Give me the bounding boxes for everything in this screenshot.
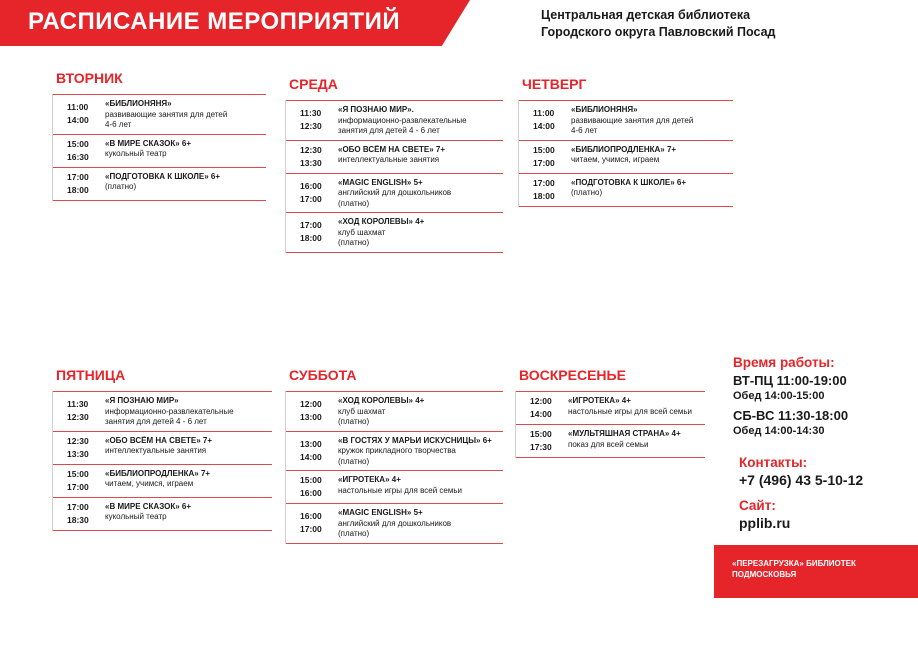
event-title: «ОБО ВСЁМ НА СВЕТЕ» 7+ xyxy=(105,435,213,445)
event-description xyxy=(105,171,266,197)
event-end-time: 14:00 xyxy=(533,121,555,132)
event-start-time: 11:30 xyxy=(300,108,322,119)
day-name: ЧЕТВЕРГ xyxy=(522,76,587,92)
event-start-time: 17:00 xyxy=(533,177,555,188)
event-times xyxy=(53,138,105,164)
event-start-time: 17:00 xyxy=(300,220,322,231)
event-times xyxy=(519,144,571,170)
working-hours-row: Обед 14:00-15:00 xyxy=(733,390,825,402)
event-start-time: 16:00 xyxy=(300,180,322,191)
event-detail: развивающие занятия для детей xyxy=(105,109,228,119)
event-times xyxy=(53,501,105,527)
event-row xyxy=(519,100,733,140)
event-end-time: 12:30 xyxy=(300,121,322,132)
event-times xyxy=(53,435,105,461)
event-start-time: 15:00 xyxy=(530,429,552,439)
event-detail: клуб шахмат xyxy=(338,227,386,237)
event-row xyxy=(286,503,503,544)
site-label: Сайт: xyxy=(739,498,776,513)
event-description xyxy=(338,474,503,500)
event-description xyxy=(338,177,503,210)
event-description xyxy=(338,435,503,468)
event-start-time: 15:00 xyxy=(67,138,89,149)
event-detail: клуб шахмат xyxy=(338,406,386,416)
event-detail: читаем, учимся, играем xyxy=(571,155,660,164)
event-description xyxy=(105,395,272,428)
event-start-time: 17:00 xyxy=(67,171,89,182)
event-title: «ИГРОТЕКА» 4+ xyxy=(338,475,401,484)
library-name-line2: Городского округа Павловский Посад xyxy=(541,25,776,39)
event-title: «БИБЛИОПРОДЛЕНКА» 7+ xyxy=(105,468,211,478)
event-detail: (платно) xyxy=(338,198,370,208)
working-hours xyxy=(733,355,913,443)
event-end-time: 17:30 xyxy=(530,442,552,452)
event-end-time: 17:00 xyxy=(300,524,322,535)
event-title: «ПОДГОТОВКА К ШКОЛЕ» 6+ xyxy=(571,177,687,187)
event-description xyxy=(105,468,272,494)
footer-banner xyxy=(714,545,918,598)
contacts-phone[interactable]: +7 (496) 43 5-10-12 xyxy=(739,472,864,488)
event-detail: (платно) xyxy=(338,417,370,426)
event-row xyxy=(286,470,503,503)
event-detail: занятия для детей 4 - 6 лет xyxy=(105,417,207,426)
event-end-time: 13:30 xyxy=(300,157,322,168)
event-detail: занятия для детей 4 - 6 лет xyxy=(338,126,440,135)
event-title: «ПОДГОТОВКА К ШКОЛЕ» 6+ xyxy=(105,171,221,181)
event-list xyxy=(285,391,503,544)
event-end-time: 17:00 xyxy=(300,193,322,204)
event-row xyxy=(53,94,266,134)
event-times xyxy=(286,177,338,210)
event-title: «БИБЛИОПРОДЛЕНКА» 7+ xyxy=(571,144,677,154)
working-hours-title: Время работы: xyxy=(733,355,835,370)
event-title: «В МИРЕ СКАЗОК» 6+ xyxy=(105,138,191,148)
event-start-time: 11:00 xyxy=(67,102,89,113)
event-title: «ХОД КОРОЛЕВЫ» 4+ xyxy=(338,396,425,405)
event-title: «Я ПОЗНАЮ МИР». xyxy=(338,105,414,114)
event-title: «МУЛЬТЯШНАЯ СТРАНА» 4+ xyxy=(568,429,681,438)
event-row xyxy=(286,391,503,431)
event-start-time: 12:00 xyxy=(530,396,552,406)
event-end-time: 14:00 xyxy=(67,115,89,126)
day-column xyxy=(518,76,733,207)
contacts-label: Контакты: xyxy=(739,455,808,470)
event-list xyxy=(52,94,266,201)
event-row xyxy=(53,391,272,431)
event-row xyxy=(516,424,705,458)
event-detail: информационно-развлекательные xyxy=(105,406,234,416)
event-detail: показ для всей семьи xyxy=(568,439,649,449)
event-end-time: 13:30 xyxy=(67,448,89,459)
event-times xyxy=(53,468,105,494)
event-start-time: 15:00 xyxy=(300,475,322,485)
event-start-time: 15:00 xyxy=(67,468,89,479)
event-row xyxy=(53,167,266,201)
event-description xyxy=(105,138,266,164)
event-description xyxy=(105,98,266,131)
event-description xyxy=(568,428,705,454)
working-hours-row: Обед 14:00-14:30 xyxy=(733,425,825,437)
day-column xyxy=(52,367,272,531)
event-description xyxy=(338,104,503,137)
event-start-time: 12:00 xyxy=(300,399,322,410)
event-detail: интеллектуальные занятия xyxy=(105,446,207,455)
event-description xyxy=(568,395,705,421)
event-description xyxy=(338,216,503,249)
event-row xyxy=(519,173,733,207)
event-row xyxy=(286,173,503,213)
event-detail: информационно-развлекательные xyxy=(338,115,467,125)
event-start-time: 12:30 xyxy=(300,144,322,155)
day-column xyxy=(52,70,266,201)
event-times xyxy=(286,435,338,468)
library-name xyxy=(541,7,776,41)
event-detail: 4-6 лет xyxy=(105,120,132,129)
event-end-time: 17:00 xyxy=(533,157,555,168)
event-row xyxy=(286,140,503,173)
event-detail: (платно) xyxy=(105,182,137,191)
event-detail: читаем, учимся, играем xyxy=(105,479,194,488)
event-start-time: 11:00 xyxy=(533,108,555,119)
event-times xyxy=(519,177,571,203)
event-end-time: 16:30 xyxy=(67,151,89,162)
event-detail: интеллектуальные занятия xyxy=(338,155,440,164)
event-description xyxy=(571,104,733,137)
event-times xyxy=(286,474,338,500)
event-title: «ХОД КОРОЛЕВЫ» 4+ xyxy=(338,217,425,226)
event-list xyxy=(518,100,733,207)
event-row xyxy=(53,464,272,497)
event-times xyxy=(286,395,338,428)
event-row xyxy=(286,212,503,253)
event-end-time: 18:00 xyxy=(300,233,322,244)
event-detail: кукольный театр xyxy=(105,149,167,158)
event-list xyxy=(515,391,705,458)
event-description xyxy=(338,144,503,170)
event-times xyxy=(519,104,571,137)
event-title: «В ГОСТЯХ У МАРЬИ ИСКУСНИЦЫ» 6+ xyxy=(338,435,492,445)
event-times xyxy=(286,216,338,249)
event-times xyxy=(286,507,338,540)
event-detail: английский для дошкольников xyxy=(338,188,452,197)
event-end-time: 12:30 xyxy=(67,412,89,423)
event-times xyxy=(286,104,338,137)
event-times xyxy=(53,171,105,197)
event-description xyxy=(571,144,733,170)
event-detail: английский для дошкольников xyxy=(338,518,452,528)
event-row xyxy=(286,431,503,471)
event-detail: (платно) xyxy=(338,529,370,538)
event-end-time: 18:00 xyxy=(533,190,555,201)
library-name-line1: Центральная детская библиотека xyxy=(541,8,751,22)
day-name: ВТОРНИК xyxy=(56,70,123,86)
event-detail: настольные игры для всей семьи xyxy=(568,406,692,416)
event-row xyxy=(519,140,733,173)
event-times xyxy=(53,395,105,428)
event-title: «MAGIC ENGLISH» 5+ xyxy=(338,508,423,517)
day-column xyxy=(515,367,705,458)
working-hours-row: ВТ-ПЦ 11:00-19:00 xyxy=(733,373,847,388)
event-times xyxy=(286,144,338,170)
working-hours-row: СБ-ВС 11:30-18:00 xyxy=(733,408,849,423)
event-end-time: 18:00 xyxy=(67,184,89,195)
event-start-time: 15:00 xyxy=(533,144,555,155)
event-title: «MAGIC ENGLISH» 5+ xyxy=(338,177,423,187)
event-times xyxy=(516,395,568,421)
event-title: «Я ПОЗНАЮ МИР» xyxy=(105,396,179,405)
event-row xyxy=(286,100,503,140)
event-detail: кукольный театр xyxy=(105,512,167,521)
event-description xyxy=(338,395,503,428)
day-name: ПЯТНИЦА xyxy=(56,367,126,383)
event-detail: кружок прикладного творчества xyxy=(338,446,456,455)
event-start-time: 16:00 xyxy=(300,511,322,522)
event-start-time: 11:30 xyxy=(67,399,89,410)
day-name: СРЕДА xyxy=(289,76,338,92)
event-end-time: 14:00 xyxy=(530,409,552,419)
event-end-time: 18:30 xyxy=(67,514,89,525)
event-end-time: 16:00 xyxy=(300,488,322,498)
event-end-time: 13:00 xyxy=(300,412,322,423)
event-detail: развивающие занятия для детей xyxy=(571,115,694,125)
event-title: «БИБЛИОНЯНЯ» xyxy=(571,105,638,114)
event-times xyxy=(53,98,105,131)
event-row xyxy=(516,391,705,424)
day-column xyxy=(285,367,503,544)
event-detail: 4-6 лет xyxy=(571,126,598,135)
event-detail: (платно) xyxy=(338,456,370,466)
event-end-time: 17:00 xyxy=(67,481,89,492)
event-times xyxy=(516,428,568,454)
page-title: РАСПИСАНИЕ МЕРОПРИЯТИЙ xyxy=(28,8,401,35)
event-start-time: 17:00 xyxy=(67,501,89,512)
event-title: «ОБО ВСЁМ НА СВЕТЕ» 7+ xyxy=(338,144,446,154)
day-column xyxy=(285,76,503,253)
event-description xyxy=(105,501,272,527)
event-list xyxy=(285,100,503,253)
event-title: «БИБЛИОНЯНЯ» xyxy=(105,99,172,108)
event-list xyxy=(52,391,272,531)
working-hours-rows xyxy=(733,373,913,443)
day-name: ВОСКРЕСЕНЬЕ xyxy=(519,367,626,383)
event-end-time: 14:00 xyxy=(300,451,322,462)
event-title: «В МИРЕ СКАЗОК» 6+ xyxy=(105,501,191,511)
day-name: СУББОТА xyxy=(289,367,357,383)
event-detail: настольные игры для всей семьи xyxy=(338,485,462,495)
site-url[interactable]: pplib.ru xyxy=(739,515,791,531)
event-title: «ИГРОТЕКА» 4+ xyxy=(568,396,631,405)
event-row xyxy=(53,431,272,464)
event-row xyxy=(53,497,272,531)
event-description xyxy=(105,435,272,461)
event-description xyxy=(571,177,733,203)
event-detail: (платно) xyxy=(338,238,370,247)
event-row xyxy=(53,134,266,167)
event-detail: (платно) xyxy=(571,188,603,197)
footer-text: «ПЕРЕЗАГРУЗКА» БИБЛИОТЕК ПОДМОСКОВЬЯ xyxy=(732,559,856,579)
event-start-time: 13:00 xyxy=(300,438,322,449)
event-description xyxy=(338,507,503,540)
event-start-time: 12:30 xyxy=(67,435,89,446)
